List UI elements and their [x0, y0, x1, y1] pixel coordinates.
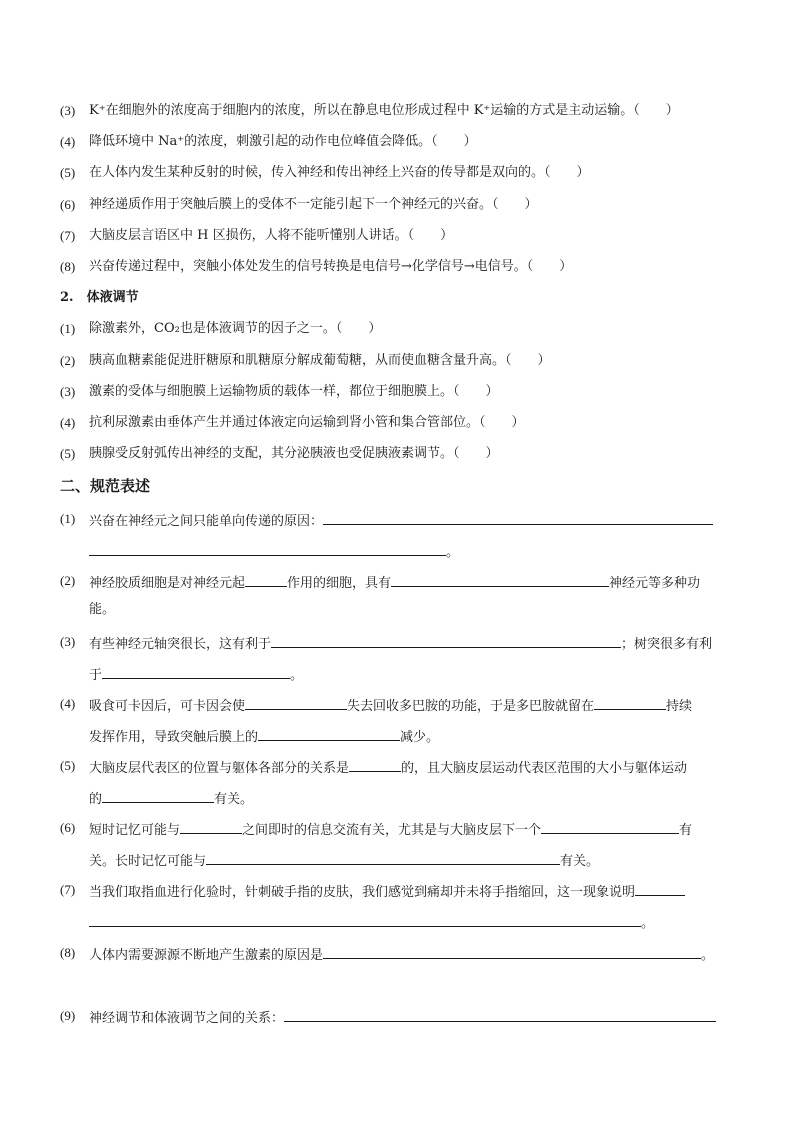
item-number: (4): [60, 134, 76, 149]
question-text: 神经胶质细胞是对神经元起: [89, 576, 246, 591]
question-text: 的: [89, 792, 103, 807]
item-number: (4): [60, 415, 76, 430]
question-text: 大脑皮层代表区的位置与躯体各部分的关系是: [89, 761, 350, 776]
item-number: (5): [60, 446, 76, 461]
item-number: (2): [60, 353, 76, 368]
item-number: (8): [60, 259, 76, 274]
question-end: 。: [701, 948, 715, 963]
item-text: 在人体内发生某种反射的时候，传入神经和传出神经上兴奋的传导都是双向的。（ ）: [89, 165, 590, 180]
question-text: 持续: [666, 699, 693, 714]
question-text: 人体内需要源源不断地产生激素的原因是: [89, 948, 324, 963]
answer-blank[interactable]: [284, 1007, 716, 1022]
question-text: 作用的细胞，具有: [287, 576, 392, 591]
answer-blank[interactable]: [323, 510, 713, 525]
item-number: (1): [60, 511, 76, 526]
answer-blank[interactable]: [102, 788, 214, 803]
question-text: 之间即时的信息交流有关，尤其是与大脑皮层下一个: [242, 823, 542, 838]
item-text: 神经递质作用于突触后膜上的受体不一定能引起下一个神经元的兴奋。（ ）: [89, 197, 538, 212]
answer-blank[interactable]: [180, 819, 242, 834]
item-text: 胰高血糖素能促进肝糖原和肌糖原分解成葡萄糖，从而使血糖含量升高。（ ）: [89, 353, 551, 368]
item-number: (9): [60, 1008, 76, 1023]
item-number: (3): [60, 634, 76, 649]
question-text: 有: [679, 823, 693, 838]
item-text: 兴奋传递过程中，突触小体处发生的信号转换是电信号→化学信号→电信号。（ ）: [89, 259, 573, 274]
question-text: 神经元等多种功: [609, 576, 701, 591]
question-end: 。: [446, 545, 460, 560]
item-text: 除激素外，CO₂也是体液调节的因子之一。（ ）: [89, 321, 382, 336]
question-text: 失去回收多巴胺的功能，于是多巴胺就留在: [347, 699, 595, 714]
item-number: (7): [60, 882, 76, 897]
question-text: 有关。: [560, 854, 600, 869]
question-text: 减少。: [400, 730, 440, 745]
answer-blank[interactable]: [89, 541, 446, 556]
item-number: (5): [60, 165, 76, 180]
question-text: 有关。: [214, 792, 254, 807]
item-text: K⁺在细胞外的浓度高于细胞内的浓度，所以在静息电位形成过程中 K⁺运输的方式是主动运输。（ ）: [89, 103, 679, 118]
item-number: (5): [60, 758, 76, 773]
item-number: (3): [60, 103, 76, 118]
question-text: 的，且大脑皮层运动代表区范围的大小与躯体运动: [401, 761, 688, 776]
answer-blank[interactable]: [541, 819, 679, 834]
item-text: 激素的受体与细胞膜上运输物质的载体一样，都位于细胞膜上。（ ）: [89, 384, 499, 399]
question-text: 有些神经元轴突很长，这有利于: [89, 637, 272, 652]
question-text: ；树突很多有利: [621, 637, 713, 652]
answer-blank[interactable]: [594, 695, 666, 710]
answer-blank[interactable]: [245, 572, 287, 587]
answer-blank[interactable]: [635, 881, 685, 896]
answer-blank[interactable]: [258, 726, 400, 741]
answer-blank[interactable]: [102, 664, 290, 679]
answer-blank[interactable]: [323, 944, 701, 959]
question-text: 发挥作用，导致突触后膜上的: [89, 730, 259, 745]
item-number: (1): [60, 321, 76, 336]
answer-blank[interactable]: [391, 572, 609, 587]
question-text: 当我们取指血进行化验时，针刺破手指的皮肤，我们感觉到痛却并未将手指缩回，这一现象说明: [89, 885, 636, 900]
item-number: (8): [60, 945, 76, 960]
question-text: 兴奋在神经元之间只能单向传递的原因：: [89, 514, 324, 529]
item-number: (2): [60, 573, 76, 588]
item-number: (6): [60, 820, 76, 835]
question-text: 吸食可卡因后，可卡因会使: [89, 699, 246, 714]
question-end: 。: [641, 916, 655, 931]
item-number: (3): [60, 384, 76, 399]
item-number: (7): [60, 228, 76, 243]
part-title-expression: 二、规范表述: [60, 477, 151, 495]
answer-blank[interactable]: [271, 633, 621, 648]
answer-blank[interactable]: [245, 695, 347, 710]
question-text: 能。: [89, 602, 116, 617]
question-text: 关。长时记忆可能与: [89, 854, 207, 869]
answer-blank[interactable]: [349, 757, 401, 772]
item-text: 抗利尿激素由垂体产生并通过体液定向运输到肾小管和集合管部位。（ ）: [89, 415, 525, 430]
item-number: (6): [60, 197, 76, 212]
item-number: (4): [60, 696, 76, 711]
question-text: 于: [89, 668, 103, 683]
item-text: 大脑皮层言语区中 H 区损伤，人将不能听懂别人讲话。（ ）: [89, 228, 454, 243]
question-text: 短时记忆可能与: [89, 823, 181, 838]
item-text: 胰腺受反射弧传出神经的支配，其分泌胰液也受促胰液素调节。（ ）: [89, 446, 499, 461]
question-end: 。: [290, 668, 304, 683]
answer-blank[interactable]: [206, 850, 560, 865]
item-text: 降低环境中 Na⁺的浓度，刺激引起的动作电位峰值会降低。（ ）: [89, 134, 477, 149]
answer-blank[interactable]: [89, 912, 641, 927]
question-text: 神经调节和体液调节之间的关系：: [89, 1011, 285, 1026]
section-title-humoral: 2. 体液调节: [60, 290, 139, 305]
